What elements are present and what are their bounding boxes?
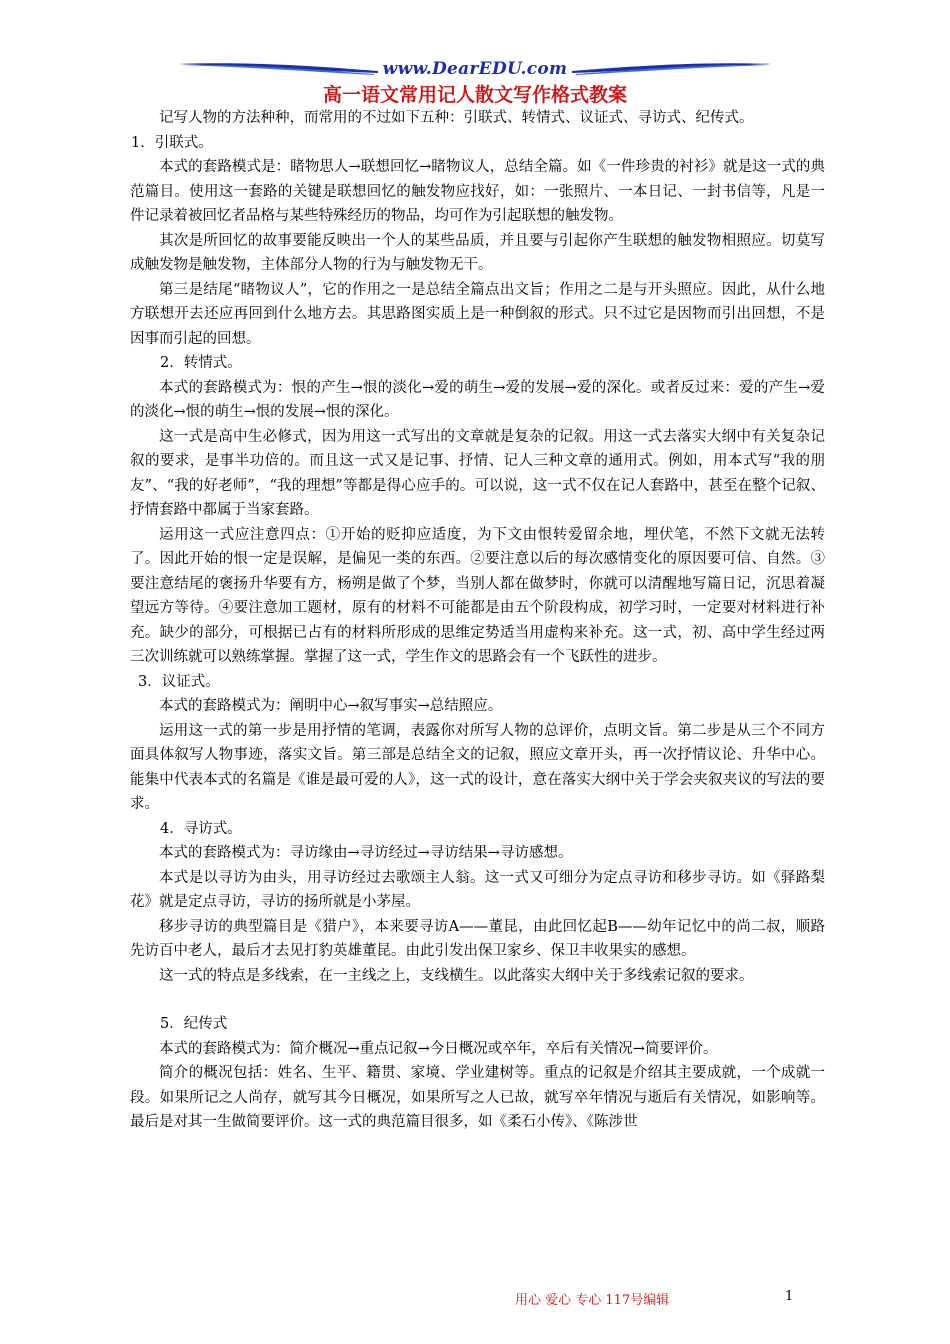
section-2-heading: 2．转情式。 xyxy=(160,355,242,371)
section-4-paragraph-1: 本式的套路模式为：寻访缘由→寻访经过→寻访结果→寻访感想。 xyxy=(159,845,573,861)
footer-note: 用心 爱心 专心 117号编辑 xyxy=(515,1293,670,1308)
intro-paragraph: 记写人物的方法种种，而常用的不过如下五种：引联式、转情式、议证式、寻访式、纪传式。 xyxy=(159,110,754,126)
section-5-paragraph-2: 简介的概况包括：姓名、生平、籍贯、家境、学业建树等。重点的记叙是介绍其主要成就，一个成就一段。如果所记之人尚存，就写其今日概况，如果所写之人已故，就写卒年情况与逝后有关情况，如影响等。最后是对其一生做简要评价。这一式的典范篇目很多，如《柔石小传》、《陈涉世 xyxy=(130,1065,825,1130)
section-4-paragraph-3: 移步寻访的典型篇目是《猎户》，本来要寻访A——董昆，由此回忆起B——幼年记忆中的尚二叔，顺路先访百中老人，最后才去见打豹英雄董昆。由此引发出保卫家乡、保卫丰收果实的感想。 xyxy=(130,918,825,959)
section-4-paragraph-2: 本式是以寻访为由头，用寻访经过去歌颂主人翁。这一式又可细分为定点寻访和移步寻访。如《驿路梨花》就是定点寻访，寻访的扬所就是小茅屋。 xyxy=(130,869,825,910)
section-5-heading: 5．纪传式 xyxy=(160,1016,228,1032)
section-3-paragraph-2: 运用这一式的第一步是用抒情的笔调，表露你对所写人物的总评价，点明文旨。第二步是从三个不同方面具体叙写人物事迹，落实文旨。第三部是总结全文的记叙，照应文章开头，再一次抒情议论、升华中心。能集中代表本式的名篇是《谁是最可爱的人》，这一式的设计，意在落实大纲中关于学会夹叙夹议的写法的要求。 xyxy=(130,722,825,812)
document-body xyxy=(130,106,825,1135)
section-1-heading: 1．引联式。 xyxy=(131,134,213,151)
section-1-paragraph-1: 本式的套路模式是：睹物思人→联想回忆→睹物议人，总结全篇。如《一件珍贵的衬衫》就是这一式的典范篇目。使用这一套路的关键是联想回忆的触发物应找好，如：一张照片、一本日记、一封书信等，凡是一件记录着被回忆者品格与某些特殊经历的物品，均可作为引起联想的触发物。 xyxy=(130,159,825,224)
section-2-paragraph-2: 这一式是高中生必修式，因为用这一式写出的文章就是复杂的记叙。用这一式去落实大纲中有关复杂记叙的要求，是事半功倍的。而且这一式又是记事、抒情、记人三种文章的通用式。例如，用本式写“我的朋友”、“我的好老师”，“我的理想”等都是得心应手的。可以说，这一式不仅在记人套路中，甚至在整个记叙、抒情套路中都属于当家套路。 xyxy=(130,428,825,518)
section-3-paragraph-1: 本式的套路模式为：阐明中心→叙写事实→总结照应。 xyxy=(159,698,503,714)
section-1-paragraph-2: 其次是所回忆的故事要能反映出一个人的某些品质，并且要与引起你产生联想的触发物相照应。切莫写成触发物是触发物，主体部分人物的行为与触发物无干。 xyxy=(130,232,825,273)
site-name-logo: www.DearEDU.com xyxy=(382,59,568,79)
section-4-paragraph-4: 这一式的特点是多线索，在一主线之上，支线横生。以此落实大纲中关于多线索记叙的要求。 xyxy=(159,967,754,984)
paragraph-spacer xyxy=(130,988,825,1012)
section-2-paragraph-1: 本式的套路模式为：恨的产生→恨的淡化→爱的萌生→爱的发展→爱的深化。或者反过来：爱的产生→爱的淡化→恨的萌生→恨的发展→恨的深化。 xyxy=(130,379,825,420)
section-1-paragraph-3: 第三是结尾“睹物议人”，它的作用之一是总结全篇点出文旨；作用之二是与开头照应。因此，从什么地方联想开去还应再回到什么地方去。其思路图实质上是一种倒叙的形式。只不过它是因物而引出回想，不是因事而引起的回想。 xyxy=(130,281,825,347)
section-2-paragraph-3: 运用这一式应注意四点：①开始的贬抑应适度，为下文由恨转爱留余地，埋伏笔，不然下文就无法转了。因此开始的恨一定是误解，是偏见一类的东西。②要注意以后的每次感情变化的原因要可信、自然。③要注意结尾的褒扬升华要有方，杨朔是做了个梦，当别人都在做梦时，你就可以清醒地写篇日记，沉思着凝望远方等待。④要注意加工题材，原有的材料不可能都是由五个阶段构成，初学习时，一定要对材料进行补充。缺少的部分，可根据已占有的材料所形成的思维定势适当用虚构来补充。这一式，初、高中学生经过两三次训练就可以熟练掌握。掌握了这一式，学生作文的思路会有一个飞跃性的进步。 xyxy=(130,526,825,665)
section-4-heading: 4．寻访式。 xyxy=(160,820,242,837)
section-5-paragraph-1: 本式的套路模式为：简介概况→重点记叙→今日概况或卒年，卒后有关情况→简要评价。 xyxy=(159,1040,718,1057)
page-number: 1 xyxy=(785,1289,794,1304)
section-3-heading: 3．议证式。 xyxy=(138,673,220,690)
document-title: 高一语文常用记人散文写作格式教案 xyxy=(322,84,627,106)
